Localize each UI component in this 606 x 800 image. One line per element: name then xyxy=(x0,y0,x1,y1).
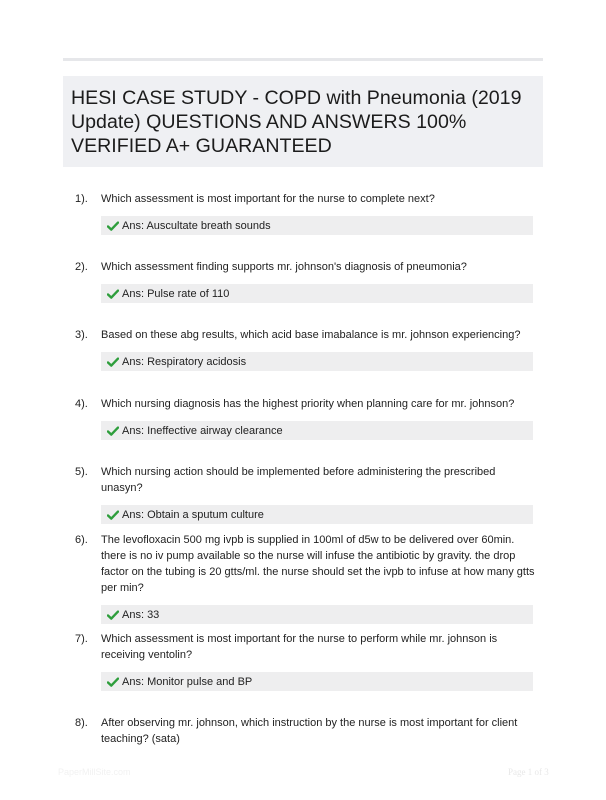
answer-text: Ans: 33 xyxy=(122,608,160,621)
question-text: Which assessment is most important for the nurse to perform while mr. johnson is receiving ventolin? xyxy=(101,633,498,661)
question-number: 2). xyxy=(75,261,88,273)
check-icon xyxy=(107,221,119,231)
question-item xyxy=(63,259,543,303)
answer-box xyxy=(101,605,533,624)
question-number: 6). xyxy=(75,534,88,546)
question-item xyxy=(63,631,543,691)
answer-text: Ans: Pulse rate of 110 xyxy=(122,287,230,300)
footer-watermark: PaperMillSite.com xyxy=(58,767,131,777)
question-item xyxy=(63,327,543,371)
answer-box xyxy=(101,216,533,235)
answer-text: Ans: Obtain a sputum culture xyxy=(122,508,264,521)
answer-box xyxy=(101,284,533,303)
answer-box xyxy=(101,505,533,524)
check-icon xyxy=(107,510,119,520)
question-item xyxy=(63,532,543,624)
check-icon xyxy=(107,426,119,436)
question-number: 4). xyxy=(75,398,88,410)
top-divider xyxy=(63,58,543,61)
question-number: 7). xyxy=(75,633,88,645)
question-number: 5). xyxy=(75,466,88,478)
question-item xyxy=(63,191,543,235)
answer-box xyxy=(101,352,533,371)
question-text: Which nursing diagnosis has the highest priority when planning care for mr. johnson? xyxy=(101,398,515,410)
question-text: Based on these abg results, which acid base imabalance is mr. johnson experiencing? xyxy=(101,329,521,341)
answer-box xyxy=(101,672,533,691)
answer-text: Ans: Respiratory acidosis xyxy=(122,355,247,368)
question-number: 1). xyxy=(75,193,88,205)
check-icon xyxy=(107,677,119,687)
question-text: After observing mr. johnson, which instruction by the nurse is most important for client teaching? (sata) xyxy=(101,717,518,745)
question-text: Which assessment is most important for the nurse to complete next? xyxy=(101,193,435,205)
check-icon xyxy=(107,289,119,299)
title-banner xyxy=(63,76,543,167)
answer-box xyxy=(101,421,533,440)
answer-text: Ans: Monitor pulse and BP xyxy=(122,675,253,688)
question-text: Which assessment finding supports mr. johnson's diagnosis of pneumonia? xyxy=(101,261,467,273)
document-title: HESI CASE STUDY - COPD with Pneumonia (2019 Update) QUESTIONS AND ANSWERS 100% VERIFIED A+ GUARANTEED xyxy=(71,87,522,157)
page-indicator: Page 1 of 3 xyxy=(508,767,549,777)
answer-text: Ans: Ineffective airway clearance xyxy=(122,424,283,437)
question-item xyxy=(63,396,543,440)
check-icon xyxy=(107,610,119,620)
question-text: Which nursing action should be implemented before administering the prescribed unasyn? xyxy=(101,466,496,494)
question-item xyxy=(63,715,543,747)
answer-text: Ans: Auscultate breath sounds xyxy=(122,219,271,232)
question-item xyxy=(63,464,543,524)
question-text: The levofloxacin 500 mg ivpb is supplied in 100ml of d5w to be delivered over 60min. there is no iv pump available so the nurse will infuse the antibiotic by gravity. the drop factor on the tubing is 20 gtts/ml. the nurse should set the ivpb to infuse at how many gtts per min? xyxy=(101,534,535,594)
check-icon xyxy=(107,357,119,367)
question-number: 8). xyxy=(75,717,88,729)
question-number: 3). xyxy=(75,329,88,341)
